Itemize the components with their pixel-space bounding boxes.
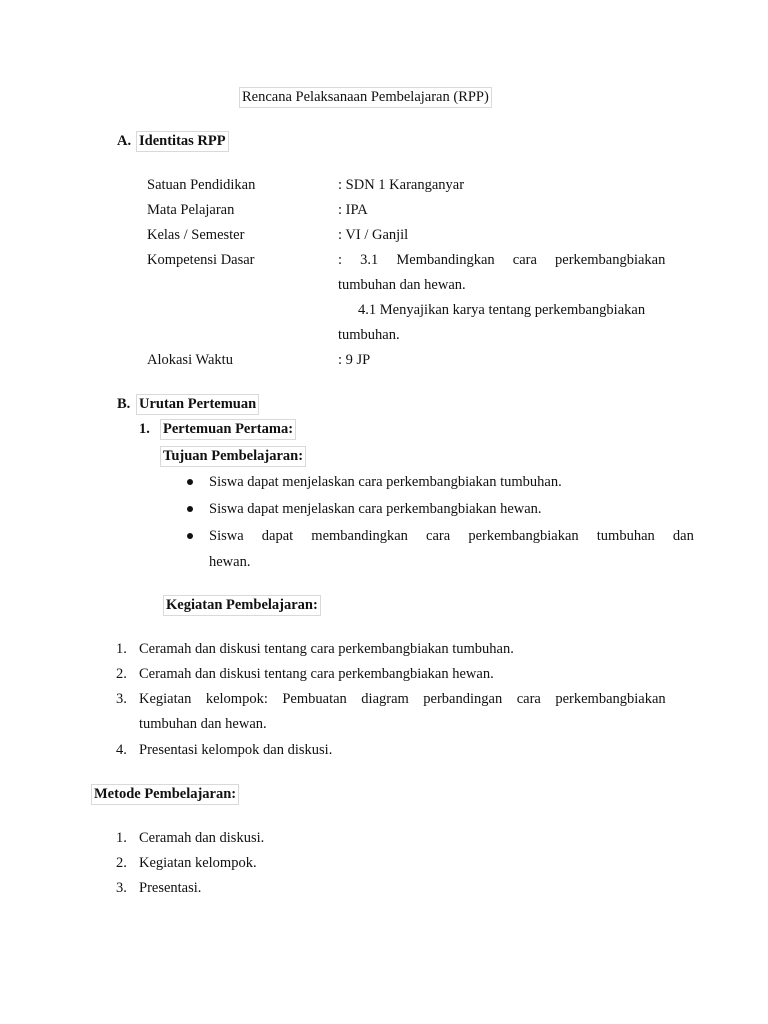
identity-value: : 3.1 Membandingkan cara perkembangbiakan [338,252,666,268]
activity-item: Ceramah dan diskusi tentang cara perkembangbiakan tumbuhan. [139,641,514,657]
goal-item: Siswa dapat membandingkan cara perkembangbiakan tumbuhan dan [209,528,694,544]
goal-item: Siswa dapat menjelaskan cara perkembangbiakan tumbuhan. [209,474,562,490]
method-item: Presentasi. [139,880,202,896]
section-a-marker: A. [117,133,132,149]
activity-item-continuation: tumbuhan dan hewan. [139,716,267,732]
bullet-icon [187,506,193,512]
identity-value: : IPA [338,202,368,218]
bullet-icon [187,479,193,485]
meeting-number: 1. [139,421,150,437]
identity-label: Mata Pelajaran [147,202,235,218]
goal-item: Siswa dapat menjelaskan cara perkembangbiakan hewan. [209,501,542,517]
method-number: 1. [116,830,127,846]
method-item: Ceramah dan diskusi. [139,830,265,846]
identity-value: tumbuhan dan hewan. [338,277,466,293]
method-number: 2. [116,855,127,871]
goal-item-continuation: hewan. [209,554,251,570]
identity-value: 4.1 Menyajikan karya tentang perkembangbiakan [358,302,646,318]
identity-value: : SDN 1 Karanganyar [338,177,465,193]
activities-heading: Kegiatan Pembelajaran: [166,597,318,613]
activity-number: 1. [116,641,127,657]
activity-number: 4. [116,742,127,758]
document-title: Rencana Pelaksanaan Pembelajaran (RPP) [242,89,489,105]
identity-label: Alokasi Waktu [147,352,233,368]
section-b-marker: B. [117,396,131,412]
activity-item: Ceramah dan diskusi tentang cara perkembangbiakan hewan. [139,666,494,682]
section-b-heading: Urutan Pertemuan [139,396,257,412]
bullet-icon [187,533,193,539]
meeting-heading: Pertemuan Pertama: [163,421,294,437]
methods-heading: Metode Pembelajaran: [94,786,237,802]
activity-item: Kegiatan kelompok: Pembuatan diagram perbandingan cara perkembangbiakan [139,691,666,707]
activity-number: 2. [116,666,127,682]
goals-heading: Tujuan Pembelajaran: [163,448,304,464]
method-number: 3. [116,880,127,896]
identity-value: tumbuhan. [338,327,400,343]
activity-number: 3. [116,691,127,707]
identity-label: Kelas / Semester [147,227,245,243]
identity-value: : 9 JP [338,352,371,368]
method-item: Kegiatan kelompok. [139,855,257,871]
identity-label: Kompetensi Dasar [147,252,255,268]
identity-value: : VI / Ganjil [338,227,409,243]
identity-label: Satuan Pendidikan [147,177,256,193]
activity-item: Presentasi kelompok dan diskusi. [139,742,333,758]
section-a-heading: Identitas RPP [139,133,226,149]
